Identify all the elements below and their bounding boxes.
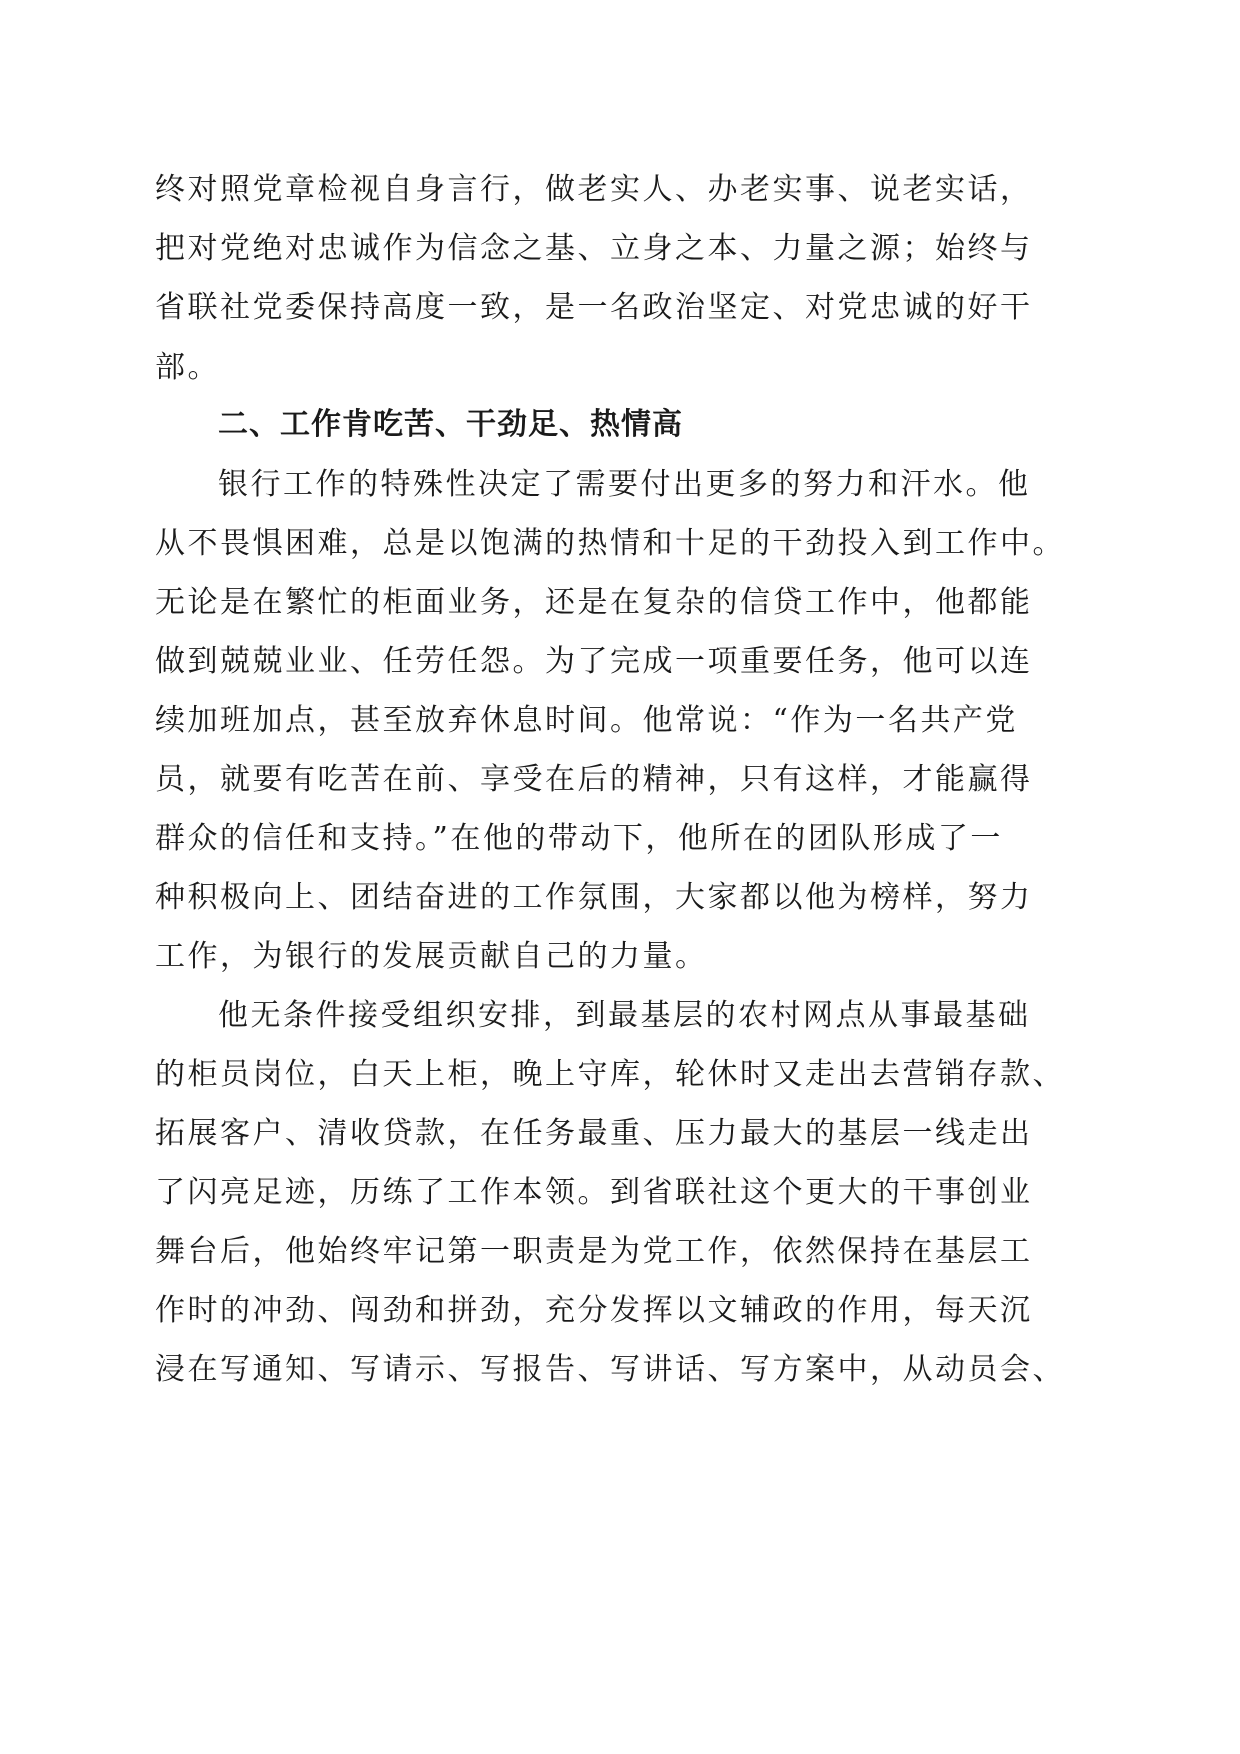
text-line: 他无条件接受组织安排，到最基层的农村网点从事最基础	[218, 998, 1031, 1033]
text-line: 群众的信任和支持。”在他的带动下，他所在的团队形成了一	[155, 821, 1003, 856]
text-line: 把对党绝对忠诚作为信念之基、立身之本、力量之源；始终与	[155, 231, 1033, 266]
text-line: 做到兢兢业业、任劳任怨。为了完成一项重要任务，他可以连	[155, 644, 1033, 679]
text-line: 部。	[155, 350, 220, 385]
text-line: 浸在写通知、写请示、写报告、写讲话、写方案中，从动员会、	[155, 1352, 1065, 1387]
text-line: 的柜员岗位，白天上柜，晚上守库，轮休时又走出去营销存款、	[155, 1057, 1065, 1092]
text-line: 续加班加点，甚至放弃休息时间。他常说：“作为一名共产党	[155, 703, 1018, 738]
text-line: 种积极向上、团结奋进的工作氛围，大家都以他为榜样，努力	[155, 880, 1033, 915]
text-line: 拓展客户、清收贷款，在任务最重、压力最大的基层一线走出	[155, 1116, 1033, 1151]
text-line: 无论是在繁忙的柜面业务，还是在复杂的信贷工作中，他都能	[155, 585, 1033, 620]
text-line: 作时的冲劲、闯劲和拼劲，充分发挥以文辅政的作用，每天沉	[155, 1293, 1033, 1328]
section-heading: 二、工作肯吃苦、干劲足、热情高	[218, 407, 683, 442]
text-line: 终对照党章检视自身言行，做老实人、办老实事、说老实话，	[155, 172, 1033, 207]
text-line: 员，就要有吃苦在前、享受在后的精神，只有这样，才能赢得	[155, 762, 1033, 797]
text-line: 银行工作的特殊性决定了需要付出更多的努力和汗水。他	[218, 467, 1031, 502]
text-line: 省联社党委保持高度一致，是一名政治坚定、对党忠诚的好干	[155, 290, 1033, 325]
text-line: 从不畏惧困难，总是以饱满的热情和十足的干劲投入到工作中。	[155, 526, 1065, 561]
text-line: 工作，为银行的发展贡献自己的力量。	[155, 939, 708, 974]
text-line: 舞台后，他始终牢记第一职责是为党工作，依然保持在基层工	[155, 1234, 1033, 1269]
text-line: 了闪亮足迹，历练了工作本领。到省联社这个更大的干事创业	[155, 1175, 1033, 1210]
